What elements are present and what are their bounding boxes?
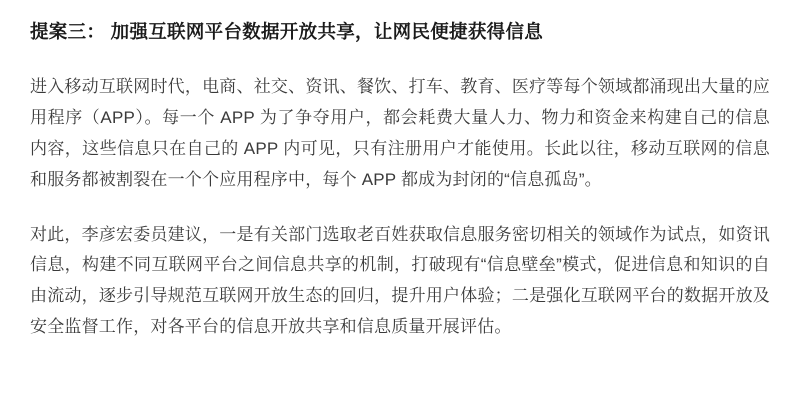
paragraph-1: 进入移动互联网时代，电商、社交、资讯、餐饮、打车、教育、医疗等每个领域都涌现出大量的应用程序（APP）。每一个 APP 为了争夺用户，都会耗费大量人力、物力和资金来构建自己的信息内容，这些信息只在自己的 APP 内可见，只有注册用户才能使用。长此以往，移动互联网的信息和服务都被割裂在一个个应用程序中，每个 APP 都成为封闭的“信息孤岛”。	[30, 76, 770, 189]
paragraph-2: 对此，李彦宏委员建议，一是有关部门选取老百姓获取信息服务密切相关的领域作为试点，如资讯信息，构建不同互联网平台之间信息共享的机制，打破现有“信息壁垒”模式，促进信息和知识的自由流动，逐步引导规范互联网开放生态的回归，提升用户体验；二是强化互联网平台的数据开放及安全监督工作，对各平台的信息开放共享和信息质量开展评估。	[30, 224, 770, 337]
page-title: 提案三： 加强互联网平台数据开放共享，让网民便捷获得信息	[30, 21, 544, 42]
